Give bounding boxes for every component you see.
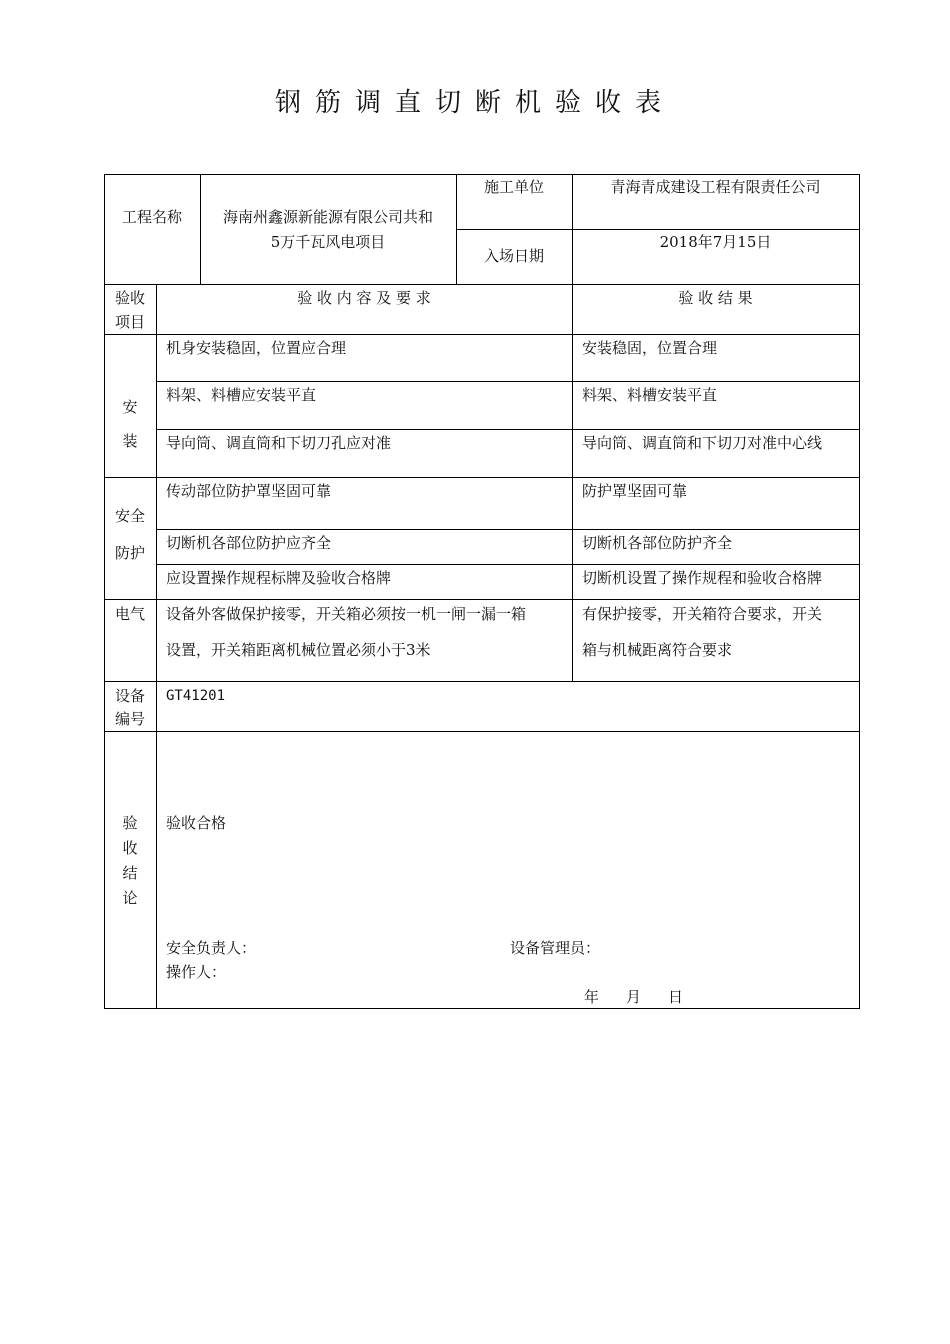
conclusion-label-char: 结 bbox=[122, 864, 138, 882]
rule-safety-row2 bbox=[156, 564, 860, 565]
conclusion-label-char: 收 bbox=[122, 839, 138, 857]
electric-result-line2: 箱与机械距离符合要求 bbox=[582, 641, 733, 659]
install-result-2: 料架、料槽安装平直 bbox=[582, 386, 718, 404]
rule-equipment-bottom bbox=[104, 731, 860, 732]
electric-requirement-line1: 设备外客做保护接零，开关箱必须按一机一闸一漏一箱 bbox=[166, 605, 527, 623]
table-border-right bbox=[859, 174, 860, 1009]
safety-label-line1: 安全 bbox=[114, 507, 145, 525]
rule-header-label-col bbox=[200, 174, 201, 284]
table-border-top bbox=[104, 174, 860, 175]
safety-requirement-2: 切断机各部位防护应齐全 bbox=[166, 534, 332, 552]
conclusion-value: 验收合格 bbox=[166, 814, 227, 832]
install-requirement-3: 导向筒、调直筒和下切刀孔应对准 bbox=[166, 434, 392, 452]
date-day-label: 日 bbox=[668, 988, 684, 1006]
rule-install-row2 bbox=[156, 429, 860, 430]
rule-item-col bbox=[156, 284, 157, 1009]
equipment-manager-signature-label: 设备管理员： bbox=[510, 939, 601, 957]
safety-label-line2: 防护 bbox=[114, 544, 145, 562]
equipment-number: GT41201 bbox=[166, 688, 226, 704]
rule-column-header-bottom bbox=[104, 334, 860, 335]
electric-requirement-line2: 设置，开关箱距离机械位置必须小于3米 bbox=[166, 641, 431, 659]
rule-safety-row1 bbox=[156, 529, 860, 530]
rule-install-row1 bbox=[156, 381, 860, 382]
project-name-label: 工程名称 bbox=[121, 208, 182, 226]
electric-result-line1: 有保护接零，开关箱符合要求，开关 bbox=[582, 605, 823, 623]
install-label-line1: 安 bbox=[122, 398, 138, 416]
install-requirement-1: 机身安装稳固，位置应合理 bbox=[166, 339, 347, 357]
project-name-line2: 5万千瓦风电项目 bbox=[270, 233, 386, 251]
equipment-label-line2: 编号 bbox=[114, 710, 145, 728]
install-requirement-2: 料架、料槽应安装平直 bbox=[166, 386, 317, 404]
safety-result-3: 切断机设置了操作规程和验收合格牌 bbox=[582, 569, 823, 587]
conclusion-label-char: 验 bbox=[122, 814, 138, 832]
entry-date-value: 2018年7月15日 bbox=[659, 233, 772, 251]
rule-install-bottom bbox=[104, 477, 860, 478]
install-result-1: 安装稳固，位置合理 bbox=[582, 339, 718, 357]
safety-result-1: 防护罩坚固可靠 bbox=[582, 482, 688, 500]
safety-requirement-3: 应设置操作规程标牌及验收合格牌 bbox=[166, 569, 392, 587]
date-month-label: 月 bbox=[626, 988, 642, 1006]
contractor-label: 施工单位 bbox=[483, 178, 544, 196]
safety-result-2: 切断机各部位防护齐全 bbox=[582, 534, 733, 552]
equipment-label-line1: 设备 bbox=[114, 687, 145, 705]
rule-electric-bottom bbox=[104, 681, 860, 682]
install-label-line2: 装 bbox=[122, 432, 138, 450]
operator-signature-label: 操作人： bbox=[166, 963, 227, 981]
entry-date-label: 入场日期 bbox=[483, 247, 544, 265]
date-year-label: 年 bbox=[584, 988, 600, 1006]
install-result-3: 导向筒、调直筒和下切刀对准中心线 bbox=[582, 434, 823, 452]
rule-result-col bbox=[572, 284, 573, 681]
project-name-line1: 海南州鑫源新能源有限公司共和 bbox=[222, 208, 433, 226]
content-column-header: 验 收 内 容 及 要 求 bbox=[297, 289, 431, 307]
conclusion-label-char: 论 bbox=[122, 889, 138, 907]
result-column-header: 验 收 结 果 bbox=[678, 289, 753, 307]
electric-label: 电气 bbox=[114, 605, 145, 623]
contractor-value: 青海青成建设工程有限责任公司 bbox=[610, 178, 821, 196]
table-border-bottom bbox=[104, 1008, 860, 1009]
item-column-label-line2: 项目 bbox=[114, 313, 145, 331]
item-column-label-line1: 验收 bbox=[114, 289, 145, 307]
form-title: 钢筋调直切断机验收表 bbox=[274, 88, 675, 118]
safety-officer-signature-label: 安全负责人： bbox=[166, 939, 257, 957]
rule-header-split bbox=[456, 229, 860, 230]
safety-requirement-1: 传动部位防护罩坚固可靠 bbox=[166, 482, 332, 500]
rule-safety-bottom bbox=[104, 599, 860, 600]
rule-header-bottom bbox=[104, 284, 860, 285]
